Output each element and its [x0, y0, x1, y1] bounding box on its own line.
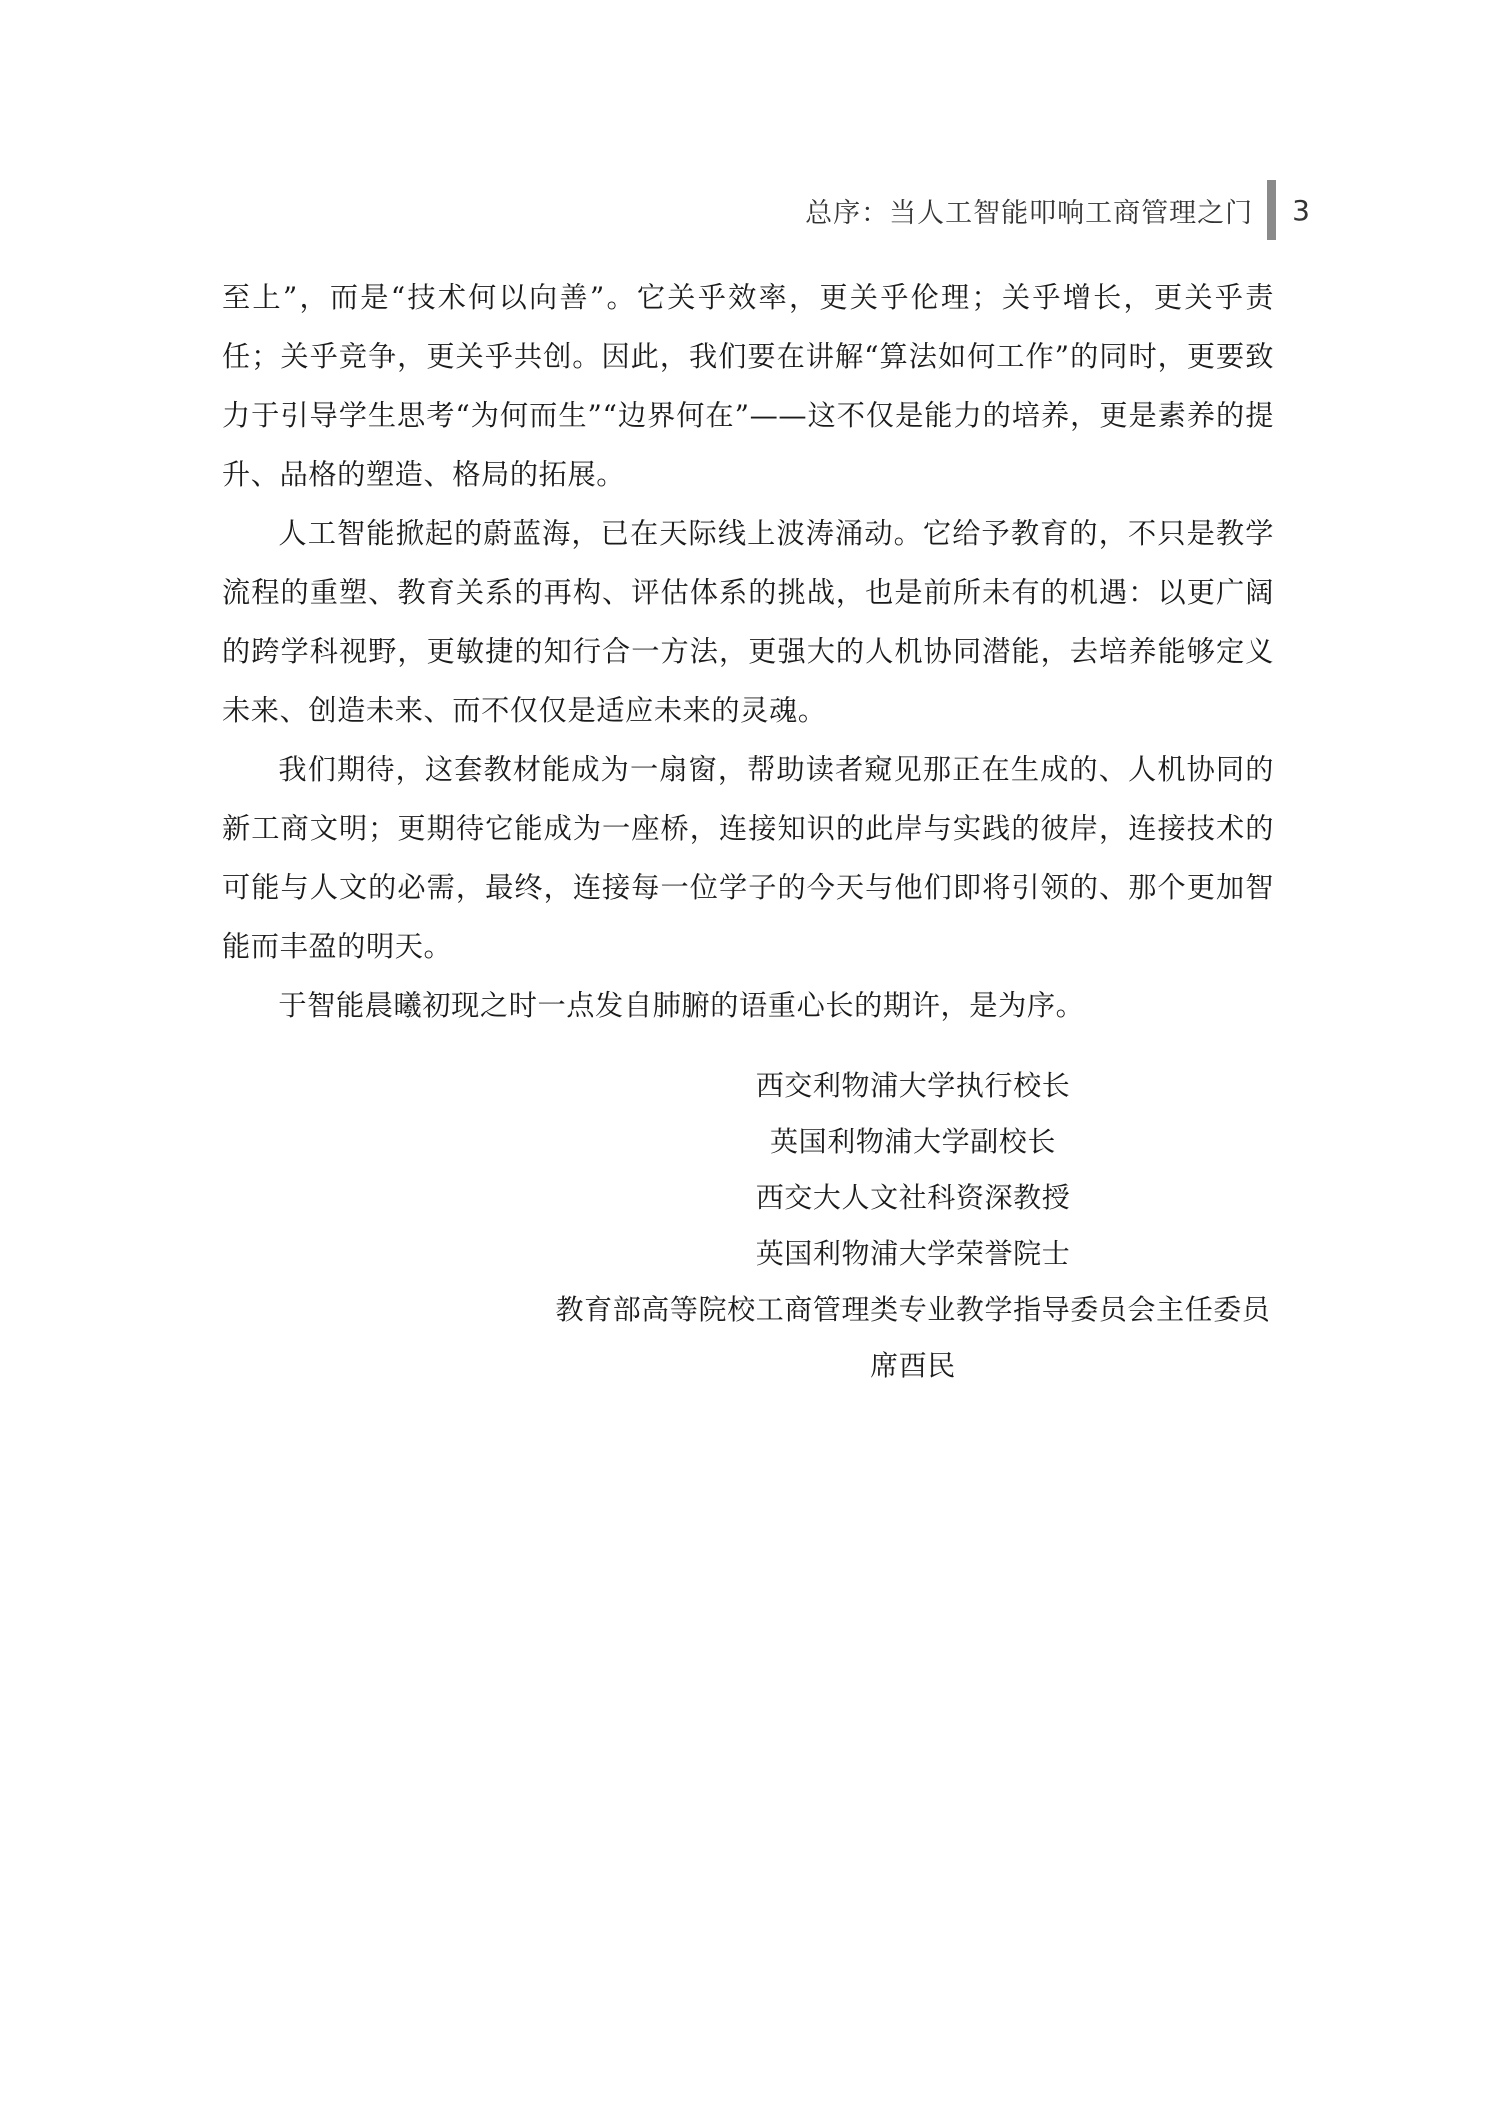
running-header-title: 总序：当人工智能叩响工商管理之门: [805, 197, 1254, 229]
paragraph-continuation: 至上”，而是“技术何以向善”。它关乎效率，更关乎伦理；关乎增长，更关乎责任；关乎竞争，更关乎共创。因此，我们要在讲解“算法如何工作”的同时，更要致力于引导学生思考“为何而生”“边界何在”——这不仅是能力的培养，更是素养的提升、品格的塑造、格局的拓展。: [222, 281, 1274, 491]
signature-title-line: 西交大人文社科资深教授: [755, 1181, 1071, 1214]
signature-title-line: 英国利物浦大学副校长: [769, 1125, 1057, 1158]
paragraph: 人工智能掀起的蔚蓝海，已在天际线上波涛涌动。它给予教育的，不只是教学流程的重塑、教育关系的再构、评估体系的挑战，也是前所未有的机遇：以更广阔的跨学科视野，更敏捷的知行合一方法，更强大的人机协同潜能，去培养能够定义未来、创造未来、而不仅仅是适应未来的灵魂。: [222, 517, 1274, 727]
paragraph: 我们期待，这套教材能成为一扇窗，帮助读者窥见那正在生成的、人机协同的新工商文明；更期待它能成为一座桥，连接知识的此岸与实践的彼岸，连接技术的可能与人文的必需，最终，连接每一位学子的今天与他们即将引领的、那个更加智能而丰盈的明天。: [222, 753, 1274, 963]
signature-author-name: 席酉民: [870, 1349, 956, 1382]
signature-title-line: 西交利物浦大学执行校长: [755, 1069, 1071, 1102]
page-number: 3: [1292, 193, 1310, 227]
body-text: [222, 268, 1274, 1035]
header-divider-bar: [1267, 180, 1276, 240]
signature-title-line: 教育部高等院校工商管理类专业教学指导委员会主任委员: [555, 1293, 1271, 1326]
running-header: [805, 180, 1310, 240]
signature-title-line: 英国利物浦大学荣誉院士: [755, 1237, 1071, 1270]
paragraph-closing: 于智能晨曦初现之时一点发自肺腑的语重心长的期许，是为序。: [278, 989, 1085, 1022]
